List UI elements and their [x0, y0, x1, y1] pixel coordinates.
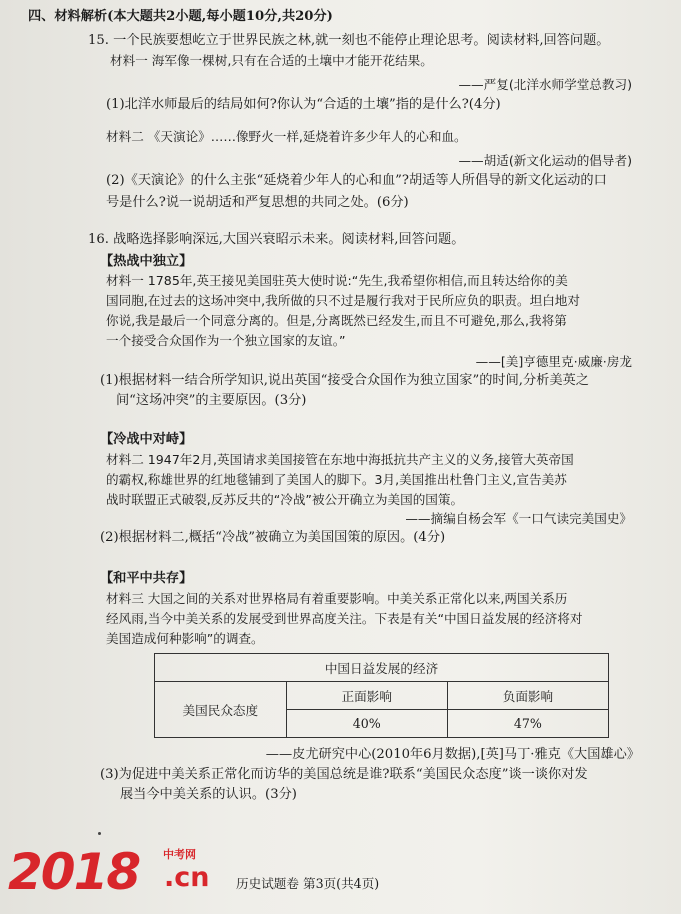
q16-material-3-line-2: 经风雨,当今中美关系的发展受到世界高度关注。下表是有关“中国日益发展的经济将对 — [106, 611, 583, 626]
watermark-logo: 2018 — [8, 843, 140, 901]
page-footer: 历史试题卷 第3页(共4页) — [236, 876, 380, 891]
q16-material-3-line-1: 材料三 大国之间的关系对世界格局有着重要影响。中美关系正常化以来,两国关系历 — [106, 591, 568, 606]
q16-material-1-line-4: 一个接受合众国作为一个独立国家的友谊。” — [106, 333, 346, 348]
q15-material-2: 材料二 《天演论》……像野火一样,延烧着许多少年人的心和血。 — [106, 129, 467, 144]
q16-part-1-line-1: (1)根据材料一结合所学知识,说出英国“接受合众国作为独立国家”的时间,分析美英之 — [100, 373, 589, 388]
survey-table-title: 中国日益发展的经济 — [155, 654, 609, 682]
q15-material-2-source: ——胡适(新文化运动的倡导者) — [458, 153, 632, 168]
q15-material-1-source: ——严复(北洋水师学堂总教习) — [458, 77, 632, 92]
q16-material-2-line-3: 战时联盟正式破裂,反苏反共的“冷战”被公开确立为美国的国策。 — [106, 492, 464, 507]
q16-part-3-line-1: (3)为促进中美关系正常化而访华的美国总统是谁?联系“美国民众态度”谈一谈你对发 — [100, 767, 588, 782]
q15-part-2-line-1: (2)《天演论》的什么主张“延烧着少年人的心和血”?胡适等人所倡导的新文化运动的口 — [106, 173, 607, 188]
q15-part-1: (1)北洋水师最后的结局如何?你认为“合适的土壤”指的是什么?(4分) — [106, 97, 501, 112]
q16-material-2-source: ——摘编自杨会军《一口气读完美国史》 — [405, 511, 632, 526]
q16-material-2-line-1: 材料二 1947年2月,英国请求美国接管在东地中海抵抗共产主义的义务,接管大英帝国 — [106, 452, 574, 467]
survey-value-negative: 47% — [447, 710, 608, 738]
scan-speck — [98, 832, 101, 835]
q16-material-1-source: ——[美]亨德里克·威廉·房龙 — [475, 354, 632, 369]
q16-part-2: (2)根据材料二,概括“冷战”被确立为美国国策的原因。(4分) — [100, 530, 446, 545]
survey-table — [154, 653, 609, 738]
q16-material-3-source: ——皮尤研究中心(2010年6月数据),[英]马丁·雅克《大国雄心》 — [265, 747, 640, 762]
q16-material-1-line-2: 国同胞,在过去的这场冲突中,我所做的只不过是履行我对于民所应负的职责。坦白地对 — [106, 293, 580, 308]
q16-part-1-line-2: 间“这场冲突”的主要原因。(3分) — [116, 393, 307, 408]
q16-material-1-line-3: 你说,我是最后一个同意分离的。但是,分离既然已经发生,而且不可避免,那么,我将第 — [106, 313, 567, 328]
q16-stem: 16. 战略选择影响深远,大国兴衰昭示未来。阅读材料,回答问题。 — [88, 232, 465, 247]
section-heading: 四、材料解析(本大题共2小题,每小题10分,共20分) — [28, 9, 333, 24]
q15-part-2-line-2: 号是什么?说一说胡适和严复思想的共同之处。(6分) — [106, 195, 409, 210]
q15-stem: 15. 一个民族要想屹立于世界民族之林,就一刻也不能停止理论思考。阅读材料,回答问题。 — [88, 33, 610, 48]
survey-row-label: 美国民众态度 — [155, 682, 287, 738]
survey-value-positive: 40% — [286, 710, 447, 738]
q16-material-3-line-3: 美国造成何种影响”的调查。 — [106, 631, 264, 646]
watermark-site-name: 中考网 — [163, 848, 196, 861]
q15-material-1: 材料一 海军像一棵树,只有在合适的土壤中才能开花结果。 — [110, 53, 433, 68]
survey-col-negative: 负面影响 — [447, 682, 608, 710]
q16-part-3-line-2: 展当今中美关系的认识。(3分) — [120, 787, 297, 802]
q16-material-1-line-1: 材料一 1785年,英王接见美国驻英大使时说:“先生,我希望你相信,而且转达给你的美 — [106, 273, 568, 288]
survey-col-positive: 正面影响 — [286, 682, 447, 710]
q16-heading-cold-war: 【冷战中对峙】 — [100, 432, 193, 447]
q16-material-2-line-2: 的霸权,称雄世界的红地毯铺到了美国人的脚下。3月,美国推出杜鲁门主义,宣告美苏 — [106, 472, 567, 487]
q16-heading-hot-war: 【热战中独立】 — [100, 254, 193, 269]
q16-heading-peace: 【和平中共存】 — [100, 571, 193, 586]
watermark-domain: .cn — [164, 862, 210, 893]
